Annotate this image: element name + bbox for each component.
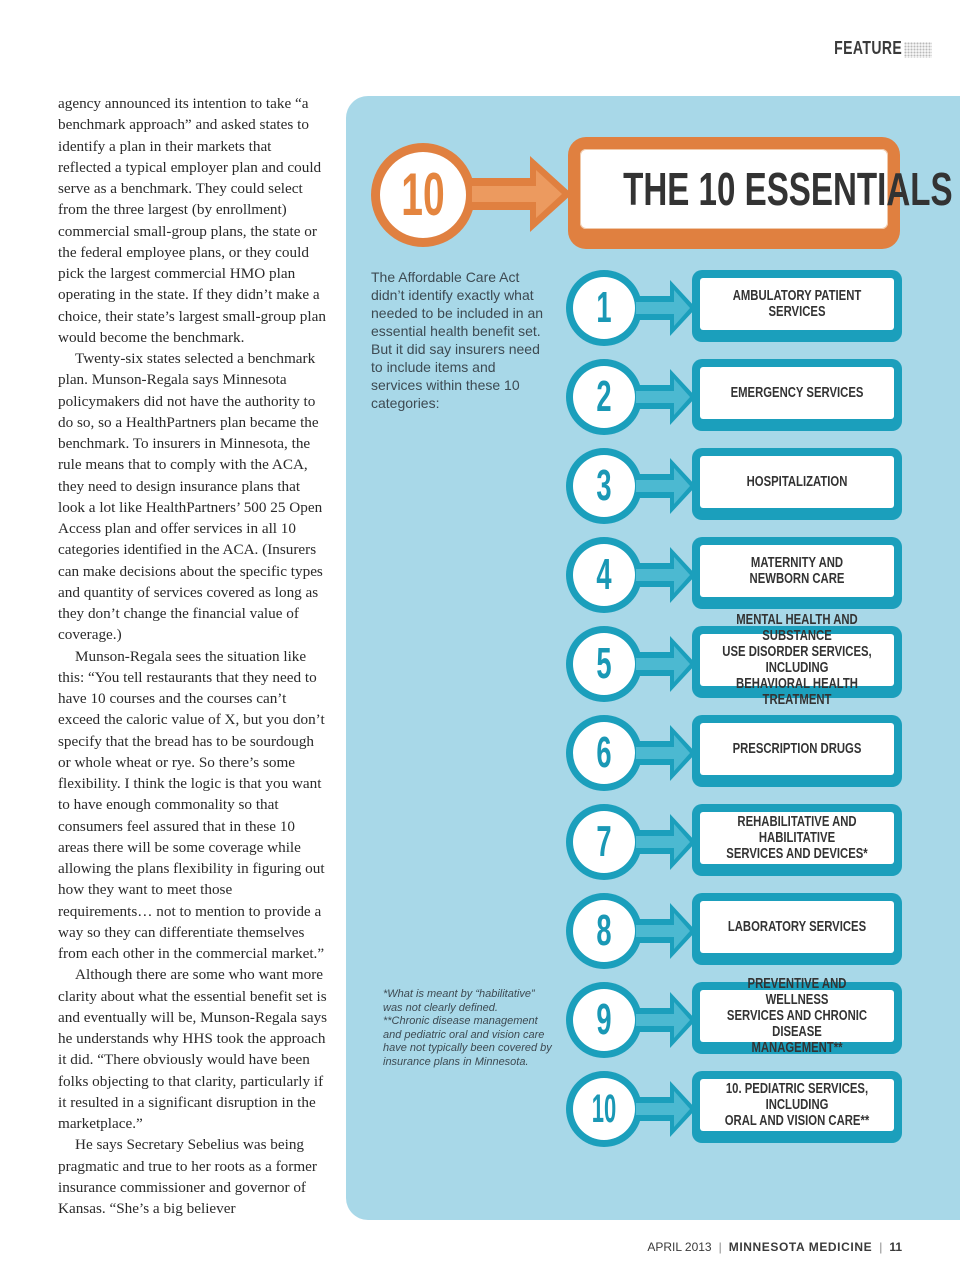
article-paragraph: Although there are some who want more clarity about what the essential benefit set is and eventually will be, Munson-Regala says he understands why HHS took the approach it did. “There obviously would have been folks objecting to that clarity, particularly if it resulted in a significant disruption in the marketplace.” bbox=[58, 966, 328, 1132]
item-label: REHABILITATIVE AND HABILITATIVE SERVICES AND DEVICES* bbox=[726, 814, 868, 862]
arrow-right-icon bbox=[636, 458, 696, 514]
item-label: LABORATORY SERVICES bbox=[727, 919, 867, 935]
item-number: 2 bbox=[596, 372, 612, 421]
essential-item bbox=[566, 804, 902, 876]
item-number: 3 bbox=[596, 461, 612, 510]
issue-date: APRIL 2013 bbox=[647, 1240, 712, 1254]
label-box bbox=[692, 612, 902, 708]
item-number: 6 bbox=[596, 728, 612, 777]
infographic-title: THE 10 ESSENTIALS bbox=[623, 163, 953, 215]
essential-item bbox=[566, 537, 902, 609]
item-number: 7 bbox=[596, 817, 612, 866]
item-label: PRESCRIPTION DRUGS bbox=[732, 741, 862, 757]
label-box bbox=[692, 1071, 902, 1143]
number-badge bbox=[566, 893, 642, 969]
item-label: PREVENTIVE AND WELLNESS SERVICES AND CHRONIC DISEASE MANAGEMENT** bbox=[726, 976, 868, 1056]
article-paragraph: He says Secretary Sebelius was being pragmatic and true to her roots as a former insurance commissioner and governor of Kansas. “She’s a big believer bbox=[58, 1136, 317, 1217]
item-label: 10. PEDIATRIC SERVICES, INCLUDING ORAL AND VISION CARE** bbox=[724, 1081, 870, 1129]
number-badge bbox=[566, 804, 642, 880]
label-box bbox=[692, 893, 902, 965]
arrow-right-icon bbox=[636, 992, 696, 1048]
label-box bbox=[692, 715, 902, 787]
title-box bbox=[568, 137, 953, 249]
label-box bbox=[692, 976, 902, 1056]
footer-separator: | bbox=[879, 1240, 883, 1254]
essential-item bbox=[566, 448, 902, 520]
arrow-right-icon bbox=[636, 280, 696, 336]
item-number: 8 bbox=[596, 906, 612, 955]
label-box bbox=[692, 359, 902, 431]
item-label: MENTAL HEALTH AND SUBSTANCE USE DISORDER SERVICES, INCLUDING BEHAVIORAL HEALTH TREATMENT bbox=[722, 612, 872, 708]
article-paragraph: Twenty-six states selected a benchmark plan. Munson-Regala says Minnesota policymakers did not have the authority to do so, so a HealthPartners plan became the benchmark. To insurers in Minnesota, the rule means that to comply with the ACA, they need to design insurance plans that look a lot like HealthPartners’ 500 25 Open Access plan and offer services in all 10 categories identified in the ACA. (Insurers can make decisions about the specific types and quantity of services covered as long as they don’t change the financial value of coverage.) bbox=[58, 350, 323, 644]
item-label: MATERNITY AND NEWBORN CARE bbox=[749, 555, 845, 587]
essential-item bbox=[566, 612, 902, 708]
item-number: 1 bbox=[596, 283, 612, 332]
item-label: EMERGENCY SERVICES bbox=[730, 385, 864, 401]
article-paragraph: Munson-Regala sees the situation like this: “You tell restaurants that they need to have 10 courses and the courses can’t exceed the caloric value of X, but you don’t specify that the bread has to be sourdough or whole wheat or rye. So there’s some flexibility. I think the logic is that you want to have enough commonality so that consumers feel assured that in these 10 areas there will be some coverage while allowing the plans flexibility in figuring out how they want to meet those requirements… not to mention to provide a way so they can differentiate themselves from each other in the commercial market.” bbox=[58, 647, 325, 962]
arrow-right-icon bbox=[636, 814, 696, 870]
essential-item bbox=[566, 976, 902, 1056]
hero-number-badge bbox=[371, 143, 475, 247]
section-label: FEATURE bbox=[834, 38, 902, 58]
item-number: 5 bbox=[596, 639, 612, 688]
item-number: 9 bbox=[596, 995, 612, 1044]
page-number: 11 bbox=[889, 1240, 902, 1254]
article-paragraph: agency announced its intention to take “a benchmark approach” and asked states to identify a plan in their markets that reflected a typical employer plan and could serve as a benchmark. They could select from the three largest (by enrollment) commercial small-group plans, the state or the federal employee plans, or they could pick the largest commercial HMO plan operating in the state. If they didn’t make a choice, their state’s largest small-group plan would become the benchmark. bbox=[58, 95, 326, 346]
number-badge bbox=[566, 537, 642, 613]
publication-name: MINNESOTA MEDICINE bbox=[728, 1240, 873, 1254]
item-label: HOSPITALIZATION bbox=[746, 474, 848, 490]
arrow-right-icon bbox=[636, 547, 696, 603]
label-box bbox=[692, 270, 902, 342]
arrow-right-icon bbox=[636, 903, 696, 959]
arrow-right-icon bbox=[636, 369, 696, 425]
number-badge bbox=[566, 715, 642, 791]
essential-item bbox=[566, 270, 902, 342]
item-number: 4 bbox=[596, 550, 612, 599]
number-badge bbox=[566, 448, 642, 524]
arrow-right-icon bbox=[472, 156, 572, 232]
arrow-right-icon bbox=[636, 725, 696, 781]
number-badge bbox=[566, 270, 642, 346]
number-badge bbox=[566, 359, 642, 435]
footnote-chronic-disease: **Chronic disease management and pediatric oral and vision care have not typically been covered by insurance plans in Minnesota. bbox=[383, 1015, 552, 1068]
arrow-right-icon bbox=[636, 1081, 696, 1137]
number-badge bbox=[566, 626, 642, 702]
page-footer bbox=[647, 1240, 902, 1254]
essential-item bbox=[566, 1071, 902, 1143]
essential-item bbox=[566, 893, 902, 965]
article-body bbox=[58, 93, 328, 1219]
essential-item bbox=[566, 715, 902, 787]
hero-number: 10 bbox=[401, 161, 445, 228]
essential-item bbox=[566, 359, 902, 431]
item-number: 10 bbox=[591, 1087, 617, 1131]
label-box bbox=[692, 804, 902, 876]
label-box bbox=[692, 537, 902, 609]
label-box bbox=[692, 448, 902, 520]
footnotes bbox=[383, 988, 555, 1069]
number-badge bbox=[566, 1071, 642, 1147]
footnote-habilitative: *What is meant by “habilitative” was not clearly defined. bbox=[383, 988, 535, 1014]
decorative-dot-pattern bbox=[904, 42, 932, 58]
number-badge bbox=[566, 982, 642, 1058]
item-label: AMBULATORY PATIENT SERVICES bbox=[732, 288, 862, 320]
intro-text: The Affordable Care Act didn’t identify exactly what needed to be included in an essential health benefit set. But it did say insurers need to include items and services within these 10 categories: bbox=[371, 269, 544, 411]
arrow-right-icon bbox=[636, 636, 696, 692]
footer-separator: | bbox=[718, 1240, 722, 1254]
